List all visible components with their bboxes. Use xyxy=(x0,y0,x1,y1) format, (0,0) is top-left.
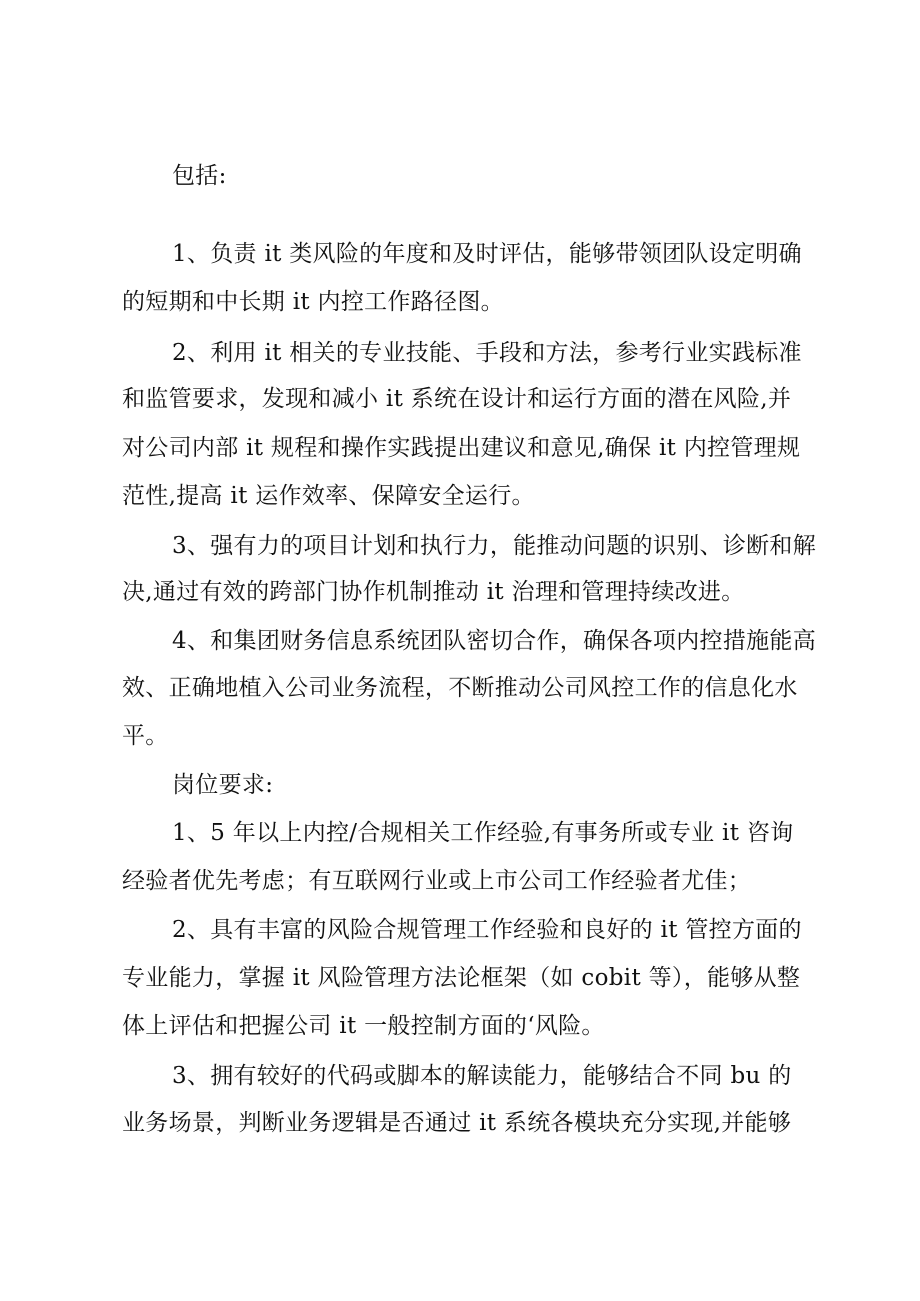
req-2-line-3: 体上评估和把握公司 it 一般控制方面的‘风险。 xyxy=(122,1013,605,1039)
req-1-line-2: 经验者优先考虑；有互联网行业或上市公司工作经验者尤佳； xyxy=(122,868,752,894)
item-4-line-3: 平。 xyxy=(122,723,169,749)
req-3-line-1: 3、拥有较好的代码或脚本的解读能力，能够结合不同 bu 的 xyxy=(172,1063,792,1089)
intro-text: 包括: xyxy=(172,163,227,189)
requirements-heading: 岗位要求: xyxy=(172,772,274,798)
req-1-line-1: 1、5 年以上内控/合规相关工作经验,有事务所或专业 it 咨询 xyxy=(172,820,794,846)
item-3-line-1: 3、强有力的项目计划和执行力，能推动问题的识别、诊断和解 xyxy=(172,533,817,559)
item-2-line-3: 对公司内部 it 规程和操作实践提出建议和意见,确保 it 内控管理规 xyxy=(122,435,801,461)
item-4-line-2: 效、正确地植入公司业务流程，不断推动公司风控工作的信息化水 xyxy=(122,675,798,701)
item-3-line-2: 决,通过有效的跨部门协作机制推动 it 治理和管理持续改进。 xyxy=(122,579,745,605)
item-2-line-1: 2、利用 it 相关的专业技能、手段和方法，参考行业实践标准 xyxy=(172,340,802,366)
item-1-line-1: 1、负责 it 类风险的年度和及时评估，能够带领团队设定明确 xyxy=(172,241,802,267)
req-3-line-2: 业务场景，判断业务逻辑是否通过 it 系统各模块充分实现,并能够 xyxy=(122,1110,792,1136)
req-2-line-1: 2、具有丰富的风险合规管理工作经验和良好的 it 管控方面的 xyxy=(172,917,802,943)
item-2-line-4: 范性,提高 it 运作效率、保障安全运行。 xyxy=(122,483,535,509)
item-2-line-2: 和监管要求，发现和减小 it 系统在设计和运行方面的潜在风险,并 xyxy=(122,386,792,412)
item-4-line-1: 4、和集团财务信息系统团队密切合作，确保各项内控措施能高 xyxy=(172,628,817,654)
req-2-line-2: 专业能力，掌握 it 风险管理方法论框架（如 cobit 等），能够从整 xyxy=(122,965,801,991)
item-1-line-2: 的短期和中长期 it 内控工作路径图。 xyxy=(122,289,504,315)
